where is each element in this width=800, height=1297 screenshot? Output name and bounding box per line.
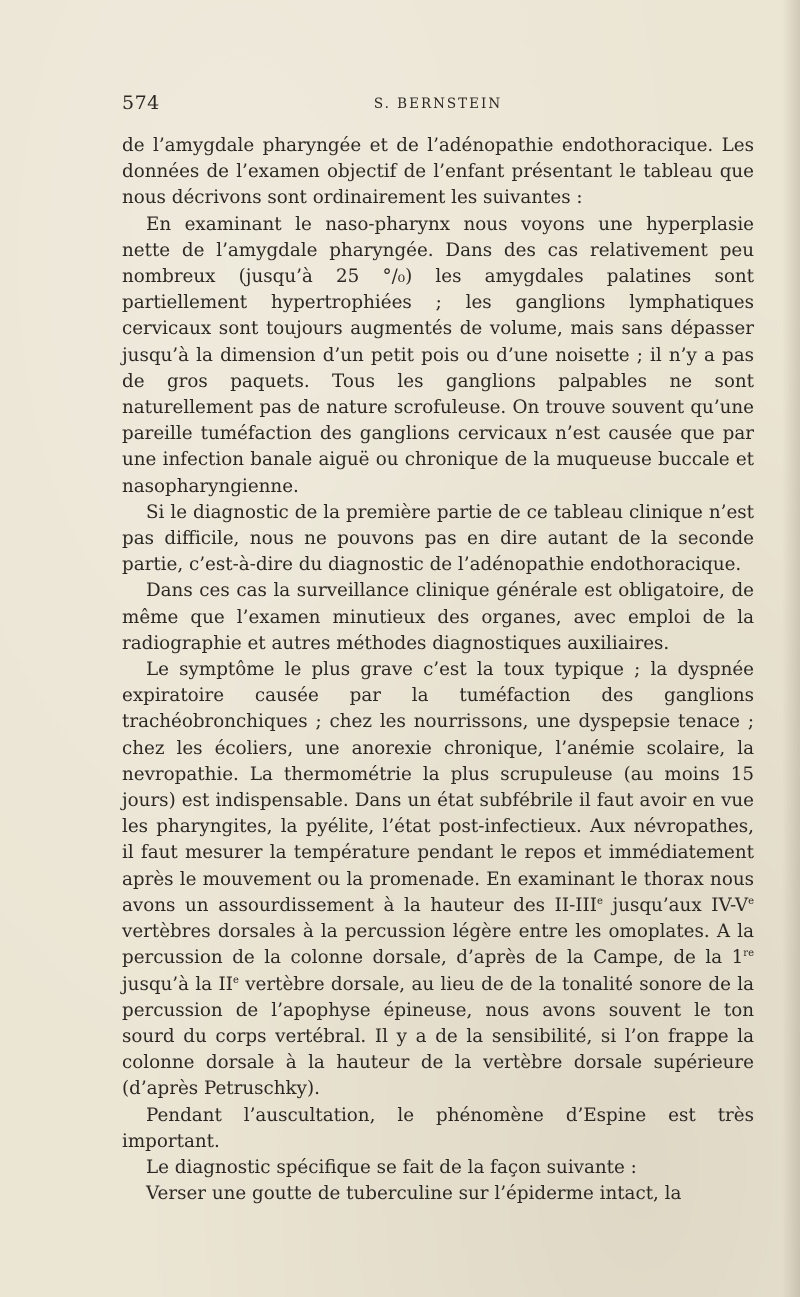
text-segment: Verser une goutte de tuberculine sur l’épiderme intact, la [146,1183,682,1205]
text-segment: jusqu’à la II [122,973,233,995]
paragraph [122,1181,754,1207]
text-segment: de l’amygdale pharyngée et de l’adénopathie endothoracique. Les données de l’examen objectif de l’enfant présentant le tableau que nous décrivons sont ordinairement les suivantes : [122,135,754,209]
page-edge-shadow [782,0,800,1297]
superscript: re [743,948,754,960]
body-text [122,133,754,1207]
text-segment: Dans ces cas la surveillance clinique générale est obligatoire, de même que l’examen minutieux des organes, avec emploi de la radiographie et autres méthodes diagnostiques auxiliaires. [122,580,754,654]
paragraph [122,133,754,212]
superscript: e [232,974,239,986]
text-segment: Le diagnostic spécifique se fait de la façon suivante : [146,1156,637,1178]
text-segment: Le symptôme le plus grave c’est la toux typique ; la dyspnée expiratoire causée par la tuméfaction des ganglions trachéobronchiques ; chez les nourrissons, une dyspepsie tenace ; chez les écoliers, une anorexie chronique, l’anémie scolaire, la nevropathie. La thermométrie la plus scrupuleuse (au moins 15 jours) est indispensable. Dans un état subfébrile il faut avoir en vue les pharyngites, la pyélite, l’état post-infectieux. Aux névropathes, il faut mesurer la température pendant le repos et immédiatement après le mouvement ou la promenade. En examinant le thorax nous avons un assourdissement à la hauteur des II-III [122,659,754,916]
paragraph [122,657,754,1102]
text-segment: En examinant le naso-pharynx nous voyons une hyperplasie nette de l’amygdale pharyngée. Dans des cas relativement peu nombreux (jusqu’à 25 °/₀) les amygdales palatines sont partiellement hypertrophiées ; les ganglions lymphatiques cervicaux sont toujours augmentés de volume, mais sans dépasser jusqu’à la dimension d’un petit pois ou d’une noisette ; il n’y a pas de gros paquets. Tous les ganglions palpables ne sont naturellement pas de nature scrofuleuse. On trouve souvent qu’une pareille tuméfaction des ganglions cervicaux n’est causée que par une infection banale aiguë ou chronique de la muqueuse buccale et nasopharyngienne. [122,213,754,497]
paragraph [122,212,754,500]
text-segment: vertèbre dorsale, au lieu de de la tonalité sonore de la percussion de l’apophyse épineuse, nous avons souvent le ton sourd du corps vertébral. Il y a de la sensibilité, si l’on frappe la colonne dorsale à la hauteur de la vertèbre dorsale supérieure (d’après Petruschky). [122,973,754,1100]
page-number: 574 [122,92,160,114]
superscript: e [748,895,754,907]
text-segment: Si le diagnostic de la première partie de ce tableau clinique n’est pas difficile, nous ne pouvons pas en dire autant de la seconde partie, c’est-à-dire du diagnostic de l’adénopathie endothoracique. [122,501,754,576]
text-segment: jusqu’aux IV-V [602,894,749,916]
page-header [122,92,754,122]
paragraph [122,500,754,579]
superscript: e [596,895,603,907]
paragraph [122,1103,754,1155]
paragraph [122,578,754,657]
text-segment: vertèbres dorsales à la percussion légère entre les omoplates. A la percussion de la colonne dorsale, d’après de la Campe, de la 1 [122,921,754,969]
running-head: S. BERNSTEIN [373,96,503,112]
text-segment: Pendant l’auscultation, le phénomène d’Espine est très important. [122,1104,754,1152]
paragraph [122,1155,754,1181]
